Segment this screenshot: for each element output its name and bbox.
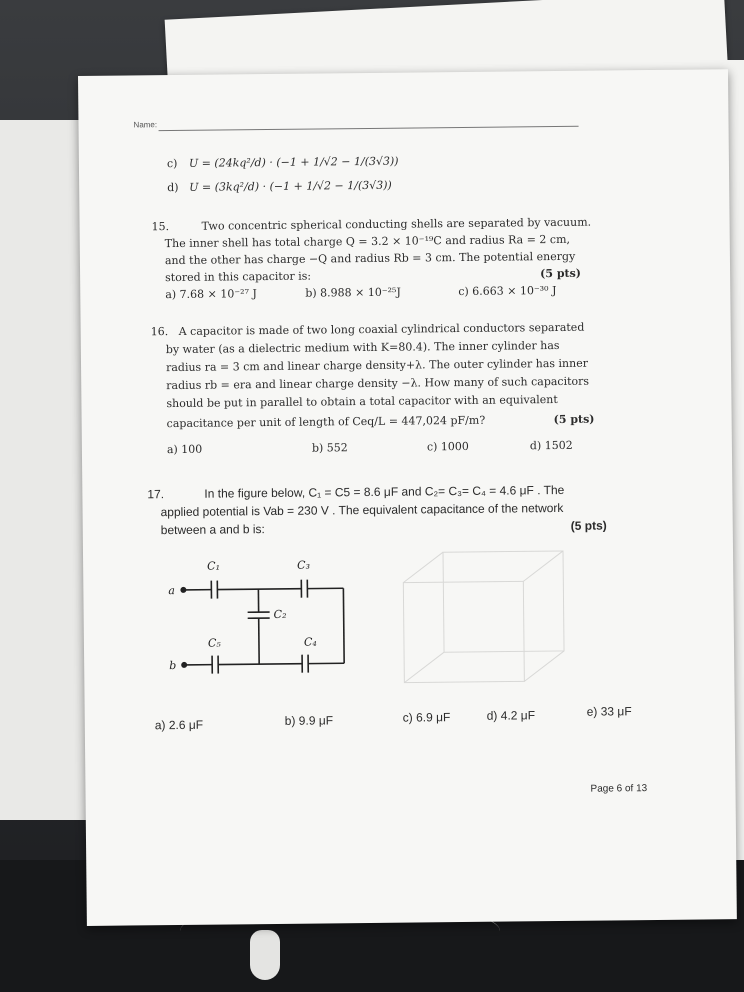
q14-d-label: d) [167, 180, 179, 195]
q17-option-d: d) 4.2 μF [486, 708, 536, 723]
q16-line4: radius rb = era and linear charge density −λ. How many of such capacitors [166, 374, 590, 393]
q16-points: (5 pts) [553, 412, 595, 427]
q17-option-e: e) 33 μF [586, 704, 632, 719]
c2-label: C₂ [273, 607, 287, 621]
page-number: Page 6 of 13 [590, 783, 648, 795]
q16-option-c: c) 1000 [426, 439, 469, 454]
wire [218, 664, 302, 665]
q17-line2: applied potential is Vab = 230 V . The equivalent capacitance of the network [160, 500, 564, 520]
exam-page [78, 69, 737, 926]
q15-line2: The inner shell has total charge Q = 3.2 × 10⁻¹⁹C and radius Ra = 2 cm, [164, 232, 571, 251]
q14-d-expr: U = (3kq²/d) · (−1 + 1/√2 − 1/(3√3)) [189, 178, 392, 194]
q15-line3: and the other has charge −Q and radius Rb = 3 cm. The potential energy [164, 249, 576, 268]
q17-number: 17. [147, 487, 165, 502]
c5-label: C₅ [207, 636, 221, 650]
wire [343, 588, 344, 663]
node-b-label: b [169, 659, 177, 673]
q16-option-b: b) 552 [311, 441, 348, 455]
q15-line4: stored in this capacitor is: [165, 269, 312, 285]
q16-line1: A capacitor is made of two long coaxial cylindrical conductors separated [178, 320, 585, 338]
q17-line1: In the figure below, C₁ = C5 = 8.6 μF and C₂= C₃= C₄ = 4.6 μF . The [204, 482, 565, 501]
c1-label: C₁ [207, 559, 221, 573]
q15-points: (5 pts) [540, 266, 582, 281]
q17-option-b: b) 9.9 μF [284, 713, 334, 728]
q15-option-b: b) 8.988 × 10⁻²⁵J [305, 285, 401, 300]
q15-number: 15. [151, 220, 170, 234]
c4-label: C₄ [303, 635, 317, 649]
name-label: Name: [133, 120, 158, 130]
q17-line3: between a and b is: [160, 522, 265, 538]
q14-c-expr: U = (24kq²/d) · (−1 + 1/√2 − 1/(3√3)) [188, 154, 399, 170]
capacitor-network-diagram [153, 543, 375, 695]
q17-option-a: a) 2.6 μF [154, 717, 204, 733]
q17-points: (5 pts) [570, 518, 607, 533]
q15-option-a: a) 7.68 × 10⁻²⁷ J [165, 287, 257, 302]
q16-option-d: d) 1502 [529, 438, 573, 453]
q15-line1: Two concentric spherical conducting shells are separated by vacuum. [201, 215, 592, 233]
q15-option-c: c) 6.663 × 10⁻³⁰ J [458, 284, 557, 299]
q17-option-c: c) 6.9 μF [402, 710, 451, 725]
q16-number: 16. [150, 325, 169, 339]
node-a-label: a [168, 584, 176, 598]
q14-c-label: c) [166, 156, 178, 171]
q16-line5: should be put in parallel to obtain a total capacitor with an equivalent [166, 392, 558, 411]
q16-line2: by water (as a dielectric medium with K=80.4). The inner cylinder has [165, 338, 560, 357]
show-through-figure [383, 541, 575, 693]
name-field-line [159, 126, 579, 131]
q16-line3: radius ra = 3 cm and linear charge density+λ. The outer cylinder has inner [165, 356, 589, 375]
q16-line6: capacitance per unit of length of Ceq/L = 447,024 pF/m? [166, 413, 486, 431]
earbud [250, 930, 280, 980]
c3-label: C₃ [297, 558, 311, 572]
wire [217, 589, 301, 590]
q16-option-a: a) 100 [166, 442, 203, 457]
